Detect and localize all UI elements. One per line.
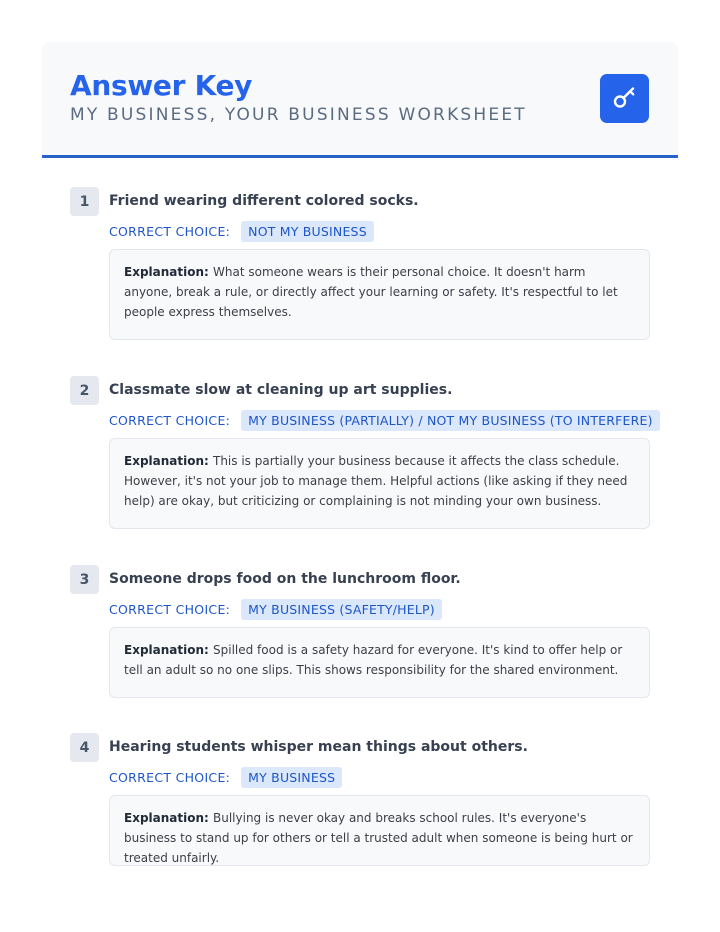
explanation-box	[109, 249, 650, 340]
explanation-label: Explanation:	[124, 265, 213, 279]
item-question: Someone drops food on the lunchroom floor.	[109, 571, 461, 587]
explanation-label: Explanation:	[124, 811, 213, 825]
item-number: 1	[70, 187, 99, 216]
explanation-text: Bullying is never okay and breaks school rules. It's everyone's business to stand up for others or tell a trusted adult when someone is being hurt or treated unfairly.	[124, 811, 633, 865]
key-badge	[600, 74, 649, 123]
correct-choice-badge: MY BUSINESS (SAFETY/HELP)	[241, 599, 442, 620]
explanation-box	[109, 438, 650, 529]
explanation-label: Explanation:	[124, 643, 213, 657]
explanation-label: Explanation:	[124, 454, 213, 468]
item-question: Hearing students whisper mean things about others.	[109, 739, 528, 755]
correct-choice-badge: MY BUSINESS	[241, 767, 342, 788]
page-title: Answer Key	[70, 69, 253, 102]
item-number: 3	[70, 565, 99, 594]
item-question: Classmate slow at cleaning up art supplies.	[109, 382, 453, 398]
key-icon	[612, 84, 638, 114]
correct-choice-label: CORRECT CHOICE:	[109, 224, 231, 239]
page-subtitle: MY BUSINESS, YOUR BUSINESS WORKSHEET	[70, 105, 527, 125]
explanation-box	[109, 795, 650, 866]
item-number: 2	[70, 376, 99, 405]
correct-choice-badge: NOT MY BUSINESS	[241, 221, 374, 242]
correct-choice-row	[109, 767, 342, 788]
explanation-text: This is partially your business because it affects the class schedule. However, it's not your job to manage them. Helpful actions (like asking if they need help) are okay, but criticizing or complaining is not minding your own business.	[124, 454, 628, 508]
correct-choice-row	[109, 221, 374, 242]
correct-choice-badge: MY BUSINESS (PARTIALLY) / NOT MY BUSINESS (TO INTERFERE)	[241, 410, 660, 431]
item-number: 4	[70, 733, 99, 762]
item-question: Friend wearing different colored socks.	[109, 193, 419, 209]
explanation-text: Spilled food is a safety hazard for everyone. It's kind to offer help or tell an adult so no one slips. This shows responsibility for the shared environment.	[124, 643, 623, 677]
correct-choice-row	[109, 410, 660, 431]
correct-choice-label: CORRECT CHOICE:	[109, 602, 231, 617]
correct-choice-label: CORRECT CHOICE:	[109, 413, 231, 428]
header	[42, 42, 678, 155]
explanation-box	[109, 627, 650, 698]
correct-choice-label: CORRECT CHOICE:	[109, 770, 231, 785]
header-divider	[42, 155, 678, 158]
explanation-text: What someone wears is their personal choice. It doesn't harm anyone, break a rule, or directly affect your learning or safety. It's respectful to let people express themselves.	[124, 265, 618, 319]
correct-choice-row	[109, 599, 442, 620]
